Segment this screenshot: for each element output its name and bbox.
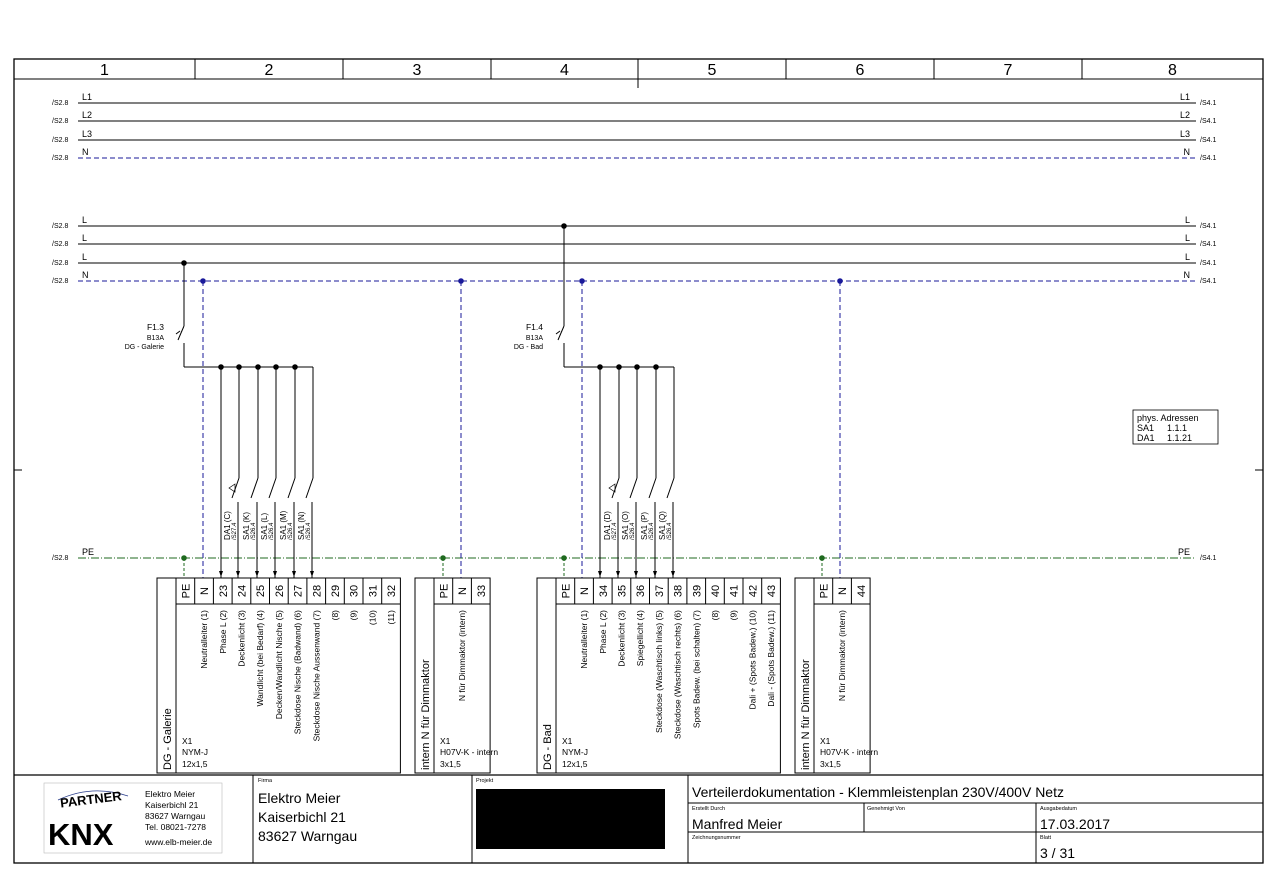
terminal-number: 40 — [709, 584, 722, 598]
terminal-number: PE — [818, 583, 831, 599]
bus-pe — [52, 547, 1216, 562]
terminal-number: 23 — [217, 584, 230, 598]
arrow-head — [273, 571, 277, 577]
terminal-number: 37 — [653, 584, 666, 598]
arrow-head — [616, 571, 620, 577]
terminal-number: 35 — [616, 584, 629, 598]
column-number: 2 — [264, 62, 274, 79]
breaker-desc: DG - Bad — [513, 344, 543, 351]
pe-connection — [181, 555, 187, 578]
relay-contact — [306, 478, 313, 498]
column-header — [100, 59, 1177, 79]
bus-name-left: L — [82, 252, 88, 262]
title-block — [14, 775, 1263, 863]
relay-contact — [288, 478, 295, 498]
terminal-description: Wandlicht (bei Bedarf) (4) — [255, 610, 266, 707]
terminal-description: Dali + (Spots Badew.) (10) — [747, 610, 758, 710]
bus-name-right: L — [1184, 233, 1190, 243]
bus-ref-left: /S2.8 — [52, 118, 69, 125]
terminal-number: 30 — [348, 584, 361, 598]
terminal-description: Neutralleiter (1) — [199, 610, 210, 669]
breaker-rating: B13A — [146, 335, 164, 342]
terminal-number: 34 — [597, 584, 610, 598]
bus-ref-left: /S2.8 — [52, 241, 69, 248]
contact-label: DA1 (C) — [223, 511, 232, 540]
terminal-number: 36 — [635, 584, 648, 598]
bus-name-right: N — [1183, 270, 1190, 280]
strip-group-label: intern N für Dimmaktor — [420, 659, 432, 770]
contact-label: SA1 (M) — [279, 510, 288, 540]
terminal-number: N — [457, 587, 470, 595]
terminal-strip-galerie-n — [415, 578, 498, 773]
terminal-description: Steckdose (Waschtisch links) (5) — [653, 610, 664, 733]
strip-cable: H07V-K - intern — [820, 747, 879, 757]
bus-name-right: L2 — [1179, 110, 1190, 120]
terminal-strip-galerie — [157, 578, 400, 773]
contact-label: SA1 (L) — [260, 512, 269, 540]
terminal-number: 25 — [255, 584, 268, 598]
datum-label: Ausgabedatum — [1040, 806, 1077, 812]
arrow-head — [634, 571, 638, 577]
bus-ref-right: /S4.1 — [1200, 223, 1217, 230]
bus-ref-left: /S2.8 — [52, 137, 69, 144]
contact-label: SA1 (O) — [621, 511, 630, 540]
blatt-label: Blatt — [1040, 835, 1052, 841]
contact-label: DA1 (D) — [603, 511, 612, 540]
column-number: 4 — [560, 62, 569, 79]
firma-label: Firma — [258, 778, 273, 784]
firma-line: Kaiserbichl 21 — [258, 809, 346, 825]
bus-name-right: L3 — [1179, 129, 1190, 139]
pe-connection — [819, 555, 825, 578]
address-label: DA1 — [1137, 433, 1155, 443]
bus-ref-right: /S4.1 — [1200, 155, 1217, 162]
breaker-desc: DG - Galerie — [124, 344, 164, 351]
terminal-number: PE — [560, 583, 573, 599]
datum-value: 17.03.2017 — [1040, 816, 1111, 832]
terminal-number: N — [579, 587, 592, 595]
bus-l3 — [52, 129, 1216, 144]
breaker-name: F1.3 — [146, 322, 164, 332]
terminal-strip-bad — [537, 578, 780, 773]
logo-address-line: Elektro Meier — [145, 789, 196, 799]
bus-name-left: N — [82, 147, 89, 157]
bus-l2 — [52, 110, 1216, 125]
erstellt-value: Manfred Meier — [692, 816, 783, 832]
drawing-title: Verteilerdokumentation - Klemmleistenplan 230V/400V Netz — [692, 784, 1064, 800]
bus-name-left: L2 — [82, 110, 93, 120]
arrow-head — [310, 571, 314, 577]
terminal-strip-bad-n — [795, 578, 878, 773]
address-value: 1.1.1 — [1167, 423, 1188, 433]
terminal-number: N — [199, 587, 212, 595]
breaker-contact — [558, 326, 564, 340]
bus-name-left: N — [82, 270, 89, 280]
strip-name: X1 — [820, 736, 831, 746]
genehmigt-label: Genehmigt Von — [867, 806, 905, 812]
contact-label: SA1 (N) — [297, 511, 306, 540]
terminal-number: 41 — [728, 584, 741, 598]
bus-name-left: PE — [82, 547, 95, 557]
terminal-description: Decken/Wandlicht Nische (5) — [273, 610, 284, 720]
logo-address-line: 83627 Warngau — [145, 811, 206, 821]
strip-group-label: intern N für Dimmaktor — [800, 659, 812, 770]
strip-cross-section: 3x1,5 — [440, 759, 461, 769]
logo-partner: PARTNER — [59, 788, 123, 811]
terminal-description: N für Dimmaktor (intern) — [457, 610, 468, 702]
bus-name-right: L — [1184, 252, 1190, 262]
contact-ref: /S26.4 — [649, 522, 655, 540]
terminal-number: 33 — [475, 584, 488, 598]
arrow-head — [236, 571, 240, 577]
terminal-description: Steckdose Nische (Badwand) (6) — [292, 610, 303, 735]
bus-name-left: L — [82, 215, 88, 225]
circuits — [176, 223, 843, 578]
contact-ref: /S26.4 — [306, 522, 312, 540]
bus-name-left: L — [82, 233, 88, 243]
breaker-f1-3 — [125, 322, 165, 351]
relay-contact — [232, 478, 239, 498]
circuit-galerie — [176, 260, 464, 578]
projekt-redacted — [476, 789, 665, 849]
terminal-number: 31 — [367, 584, 380, 598]
contact-ref: /S26.4 — [288, 522, 294, 540]
arrow-head — [255, 571, 259, 577]
pe-connection — [561, 555, 567, 578]
breaker-contact — [178, 326, 184, 340]
terminal-description: Phase L (2) — [597, 610, 608, 654]
strip-cross-section: 3x1,5 — [820, 759, 841, 769]
bus-ref-left: /S2.8 — [52, 155, 69, 162]
terminal-description: (9) — [728, 610, 739, 621]
terminal-description: Steckdose (Waschtisch rechts) (6) — [672, 610, 683, 740]
breaker-rating: B13A — [525, 335, 543, 342]
bus-n2 — [52, 270, 1216, 285]
bus-ref-left: /S2.8 — [52, 555, 69, 562]
contact-label: SA1 (P) — [640, 511, 649, 540]
contact-ref: /S26.4 — [269, 522, 275, 540]
terminal-description: Spots Badew. (bei schalten) (7) — [691, 610, 702, 729]
strip-group-label: DG - Galerie — [162, 708, 174, 770]
strip-name: X1 — [440, 736, 451, 746]
firma-line: 83627 Warngau — [258, 828, 358, 844]
bus-name-left: L1 — [82, 92, 93, 102]
terminal-description: (11) — [386, 610, 397, 625]
bus-lc — [52, 252, 1216, 267]
terminal-description: (8) — [329, 610, 340, 621]
address-box — [1133, 410, 1218, 444]
terminal-number: PE — [180, 583, 193, 599]
arrow-head — [598, 571, 602, 577]
address-title: phys. Adressen — [1137, 413, 1199, 423]
strip-cable: NYM-J — [182, 747, 208, 757]
terminal-description: Deckenlicht (3) — [236, 610, 247, 667]
strip-cable: NYM-J — [562, 747, 588, 757]
contact-label: SA1 (Q) — [658, 511, 667, 540]
contact-label: SA1 (K) — [242, 511, 251, 540]
bus-ref-right: /S4.1 — [1200, 100, 1217, 107]
logo-knx: KNX — [48, 817, 114, 852]
address-label: SA1 — [1137, 423, 1155, 433]
strip-name: X1 — [182, 736, 193, 746]
relay-contact — [251, 478, 258, 498]
bus-ref-right: /S4.1 — [1200, 260, 1217, 267]
bus-ref-right: /S4.1 — [1200, 137, 1217, 144]
relay-contact — [269, 478, 276, 498]
firma-line: Elektro Meier — [258, 790, 341, 806]
logo-address-line: Kaiserbichl 21 — [145, 800, 199, 810]
bus-la — [52, 215, 1216, 230]
knx-partner-logo — [44, 783, 222, 853]
bus-n1 — [52, 147, 1216, 162]
bus-name-right: L1 — [1179, 92, 1190, 102]
terminal-number: 38 — [672, 584, 685, 598]
terminal-number: PE — [438, 583, 451, 599]
relay-contact — [612, 478, 619, 498]
zeichnung-label: Zeichnungsnummer — [692, 835, 741, 841]
relay-contact — [630, 478, 637, 498]
terminal-description: Phase L (2) — [217, 610, 228, 654]
bus-ref-right: /S4.1 — [1200, 118, 1217, 125]
column-number: 5 — [707, 62, 717, 79]
terminal-number: 43 — [766, 584, 779, 598]
terminal-number: 28 — [311, 584, 324, 598]
bus-name-right: L — [1184, 215, 1190, 225]
bus-ref-right: /S4.1 — [1200, 278, 1217, 285]
relay-contact — [649, 478, 656, 498]
address-value: 1.1.21 — [1167, 433, 1193, 443]
terminal-description: Dali - (Spots Badew.) (11) — [766, 610, 777, 707]
terminal-number: 32 — [386, 584, 399, 598]
terminal-description: Deckenlicht (3) — [616, 610, 627, 667]
blatt-value: 3 / 31 — [1040, 845, 1076, 861]
terminal-number: N — [837, 587, 850, 595]
bus-name-right: N — [1183, 147, 1190, 157]
terminal-number: 39 — [691, 584, 704, 598]
contact-ref: /S27.4 — [232, 522, 238, 540]
column-number: 3 — [412, 62, 422, 79]
contact-ref: /S26.4 — [630, 522, 636, 540]
terminal-number: 24 — [236, 584, 249, 598]
column-number: 8 — [1168, 62, 1177, 79]
arrow-head — [653, 571, 657, 577]
bus-ref-left: /S2.8 — [52, 223, 69, 230]
strip-cross-section: 12x1,5 — [182, 759, 208, 769]
column-number: 6 — [855, 62, 865, 79]
column-number: 1 — [100, 62, 109, 79]
column-number: 7 — [1003, 62, 1013, 79]
terminal-description: (9) — [348, 610, 359, 621]
breaker-name: F1.4 — [525, 322, 543, 332]
breaker-mark — [176, 331, 180, 334]
bus-lb — [52, 233, 1216, 248]
arrow-head — [219, 571, 223, 577]
bus-bars — [52, 92, 1216, 562]
terminal-description: Spiegellicht (4) — [635, 610, 646, 667]
bus-l1 — [52, 92, 1216, 107]
terminal-description: Neutralleiter (1) — [579, 610, 590, 669]
strip-name: X1 — [562, 736, 573, 746]
arrow-head — [671, 571, 675, 577]
breaker-mark — [556, 331, 560, 334]
terminal-description: Steckdose Nische Aussenwand (7) — [311, 610, 322, 742]
terminal-number: 27 — [292, 584, 305, 598]
strip-cross-section: 12x1,5 — [562, 759, 588, 769]
terminal-strips — [157, 578, 878, 773]
arrow-head — [292, 571, 296, 577]
strip-cable: H07V-K - intern — [440, 747, 499, 757]
terminal-number: 26 — [273, 584, 286, 598]
circuit-bad — [556, 223, 843, 578]
terminal-number: 42 — [747, 584, 760, 598]
bus-ref-left: /S2.8 — [52, 260, 69, 267]
erstellt-label: Erstellt Durch — [692, 806, 726, 812]
terminal-description: (10) — [367, 610, 378, 626]
bus-ref-right: /S4.1 — [1200, 241, 1217, 248]
logo-address-line: Tel. 08021-7278 — [145, 822, 206, 832]
terminal-number: 29 — [329, 584, 342, 598]
breaker-f1-4 — [514, 322, 544, 351]
strip-group-label: DG - Bad — [542, 724, 554, 770]
bus-ref-right: /S4.1 — [1200, 555, 1217, 562]
terminal-description: (8) — [709, 610, 720, 621]
pe-connection — [440, 555, 446, 578]
bus-ref-left: /S2.8 — [52, 278, 69, 285]
contact-ref: /S27.4 — [612, 522, 618, 540]
logo-address-line: www.elb-meier.de — [145, 837, 213, 847]
terminal-description: N für Dimmaktor (intern) — [837, 610, 848, 702]
contact-ref: /S26.4 — [251, 522, 257, 540]
bus-ref-left: /S2.8 — [52, 100, 69, 107]
contact-ref: /S26.4 — [667, 522, 673, 540]
bus-name-left: L3 — [82, 129, 93, 139]
relay-contact — [667, 478, 674, 498]
bus-name-right: PE — [1177, 547, 1190, 557]
terminal-number: 44 — [855, 584, 868, 598]
projekt-label: Projekt — [476, 778, 494, 784]
